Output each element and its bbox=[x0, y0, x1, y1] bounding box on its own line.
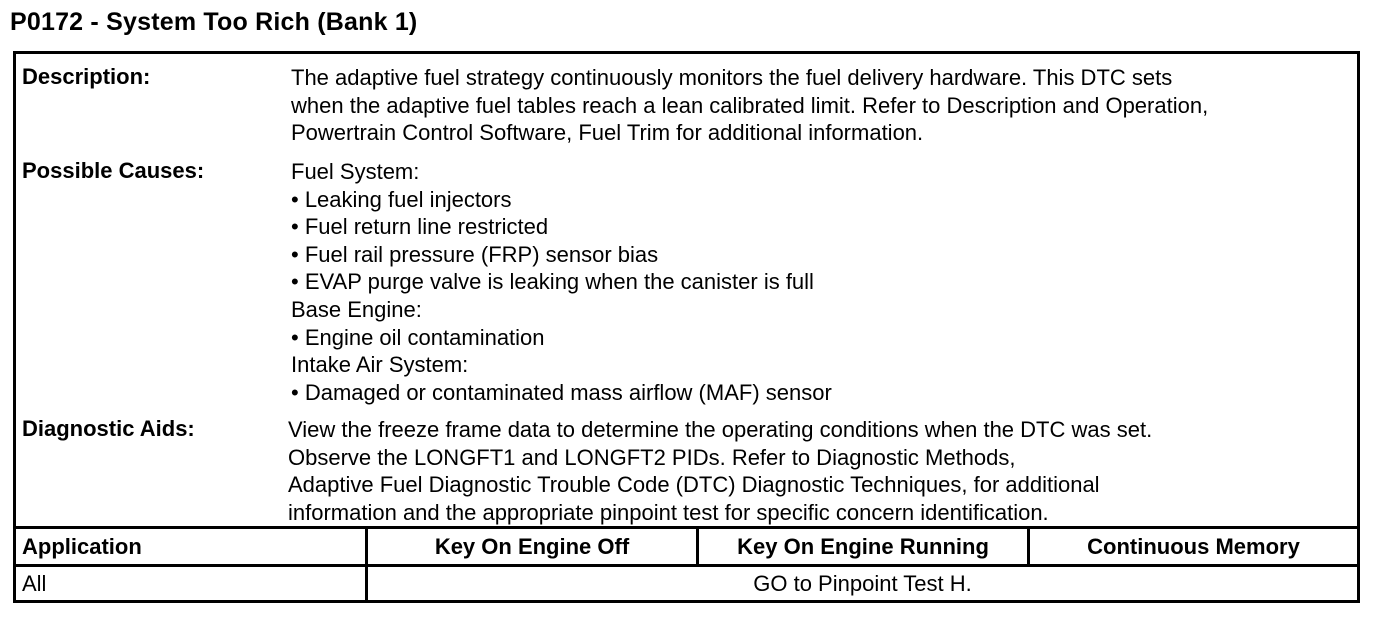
cause-line: Fuel System: bbox=[291, 159, 420, 184]
diagnostic-aids-line: View the freeze frame data to determine the operating conditions when the DTC was set. bbox=[288, 417, 1153, 442]
header-key-on-engine-off: Key On Engine Off bbox=[367, 528, 698, 566]
diagnostic-aids-line: information and the appropriate pinpoint test for specific concern identification. bbox=[288, 499, 1049, 525]
description-line: when the adaptive fuel tables reach a lean calibrated limit. Refer to Description and Operation, bbox=[291, 92, 1209, 118]
diagnostic-aids-line: Observe the LONGFT1 and LONGFT2 PIDs. Refer to Diagnostic Methods, bbox=[288, 444, 1016, 470]
cause-line: • EVAP purge valve is leaking when the canister is full bbox=[291, 269, 814, 295]
header-continuous-memory: Continuous Memory bbox=[1029, 528, 1359, 566]
description-line: Powertrain Control Software, Fuel Trim for additional information. bbox=[291, 120, 924, 146]
cell-application: All bbox=[15, 566, 367, 602]
cause-line: • Damaged or contaminated mass airflow (MAF) sensor bbox=[291, 379, 832, 405]
description-text bbox=[291, 64, 1208, 147]
description-label: Description: bbox=[22, 64, 151, 89]
dtc-info-box bbox=[13, 51, 1360, 530]
possible-causes-text bbox=[291, 158, 832, 406]
diagnostic-aids-text bbox=[288, 416, 1152, 526]
cell-action: GO to Pinpoint Test H. bbox=[367, 566, 1359, 602]
header-key-on-engine-running: Key On Engine Running bbox=[698, 528, 1029, 566]
cause-line: Intake Air System: bbox=[291, 352, 469, 378]
diagnostic-aids-label: Diagnostic Aids: bbox=[22, 416, 195, 441]
table-header-row bbox=[15, 528, 1359, 566]
header-application: Application bbox=[15, 528, 367, 566]
cause-line: • Fuel rail pressure (FRP) sensor bias bbox=[291, 241, 659, 267]
cause-line: • Engine oil contamination bbox=[291, 324, 545, 350]
application-table bbox=[13, 526, 1360, 603]
cause-line: • Fuel return line restricted bbox=[291, 214, 549, 240]
cause-line: • Leaking fuel injectors bbox=[291, 186, 512, 212]
possible-causes-label: Possible Causes: bbox=[22, 158, 205, 183]
diagnostic-aids-line: Adaptive Fuel Diagnostic Trouble Code (DTC) Diagnostic Techniques, for additional bbox=[288, 472, 1100, 498]
page-title: P0172 - System Too Rich (Bank 1) bbox=[10, 8, 418, 36]
table-row bbox=[15, 566, 1359, 602]
cause-line: Base Engine: bbox=[291, 296, 422, 322]
description-line: The adaptive fuel strategy continuously monitors the fuel delivery hardware. This DTC sets bbox=[291, 65, 1173, 90]
